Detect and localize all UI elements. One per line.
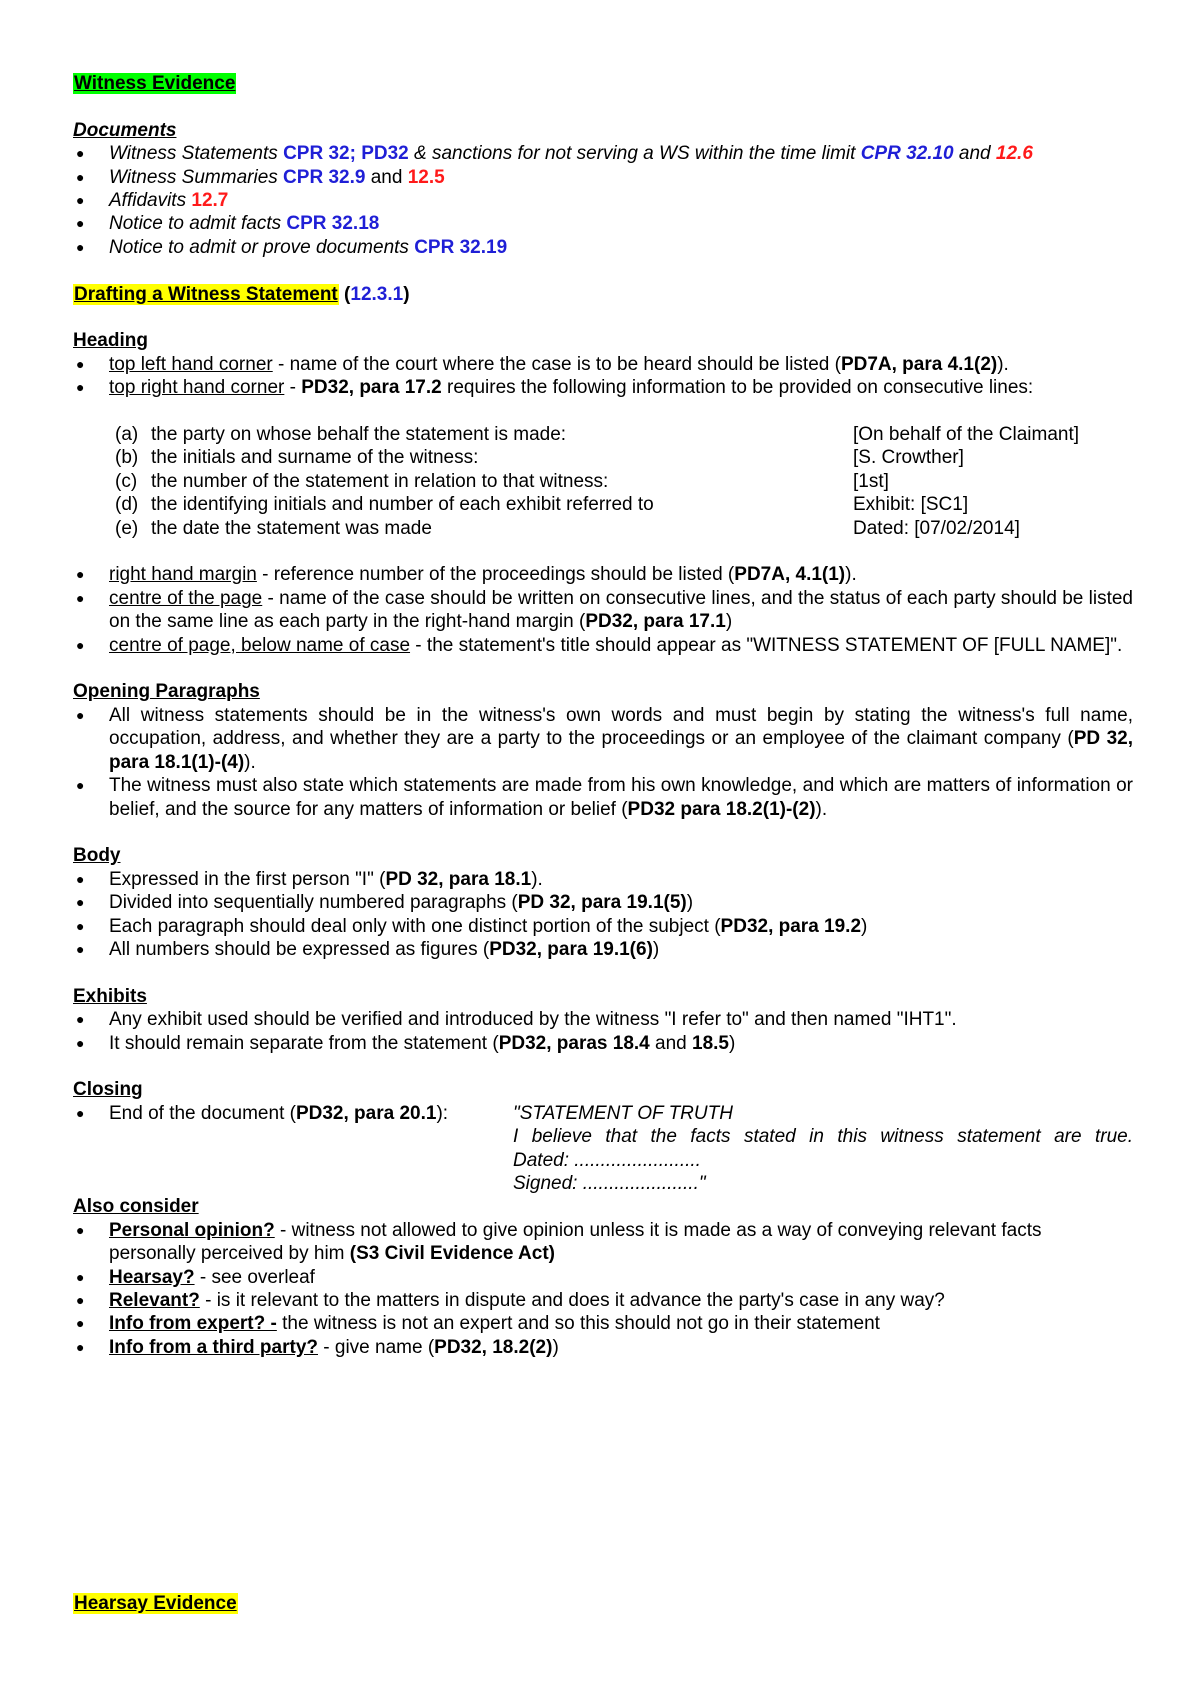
bullet-icon: ● (76, 238, 85, 255)
documents-heading: Documents (73, 119, 177, 141)
list-item: ● Notice to admit or prove documents CPR 32.19 (76, 236, 508, 258)
list-item: ● Info from a third party? - give name (PD32, 18.2(2)) (76, 1336, 559, 1358)
closing-heading: Closing (73, 1079, 143, 1101)
bullet-icon: ● (76, 1221, 85, 1238)
list-item: (e) the date the statement was made Dated: [07/02/2014] (115, 517, 1020, 539)
heading-subheading: Heading (73, 330, 148, 352)
list-item: ● End of the document (PD32, para 20.1): (76, 1102, 449, 1124)
list-item: ● Info from expert? - the witness is not an expert and so this should not go in their statement (76, 1313, 880, 1335)
bullet-icon: ● (76, 192, 85, 209)
heading-details-list (73, 423, 1133, 540)
list-item: ● top left hand corner - name of the court where the case is to be heard should be listed (PD7A, para 4.1(2)). (76, 353, 1009, 375)
bullet-icon: ● (76, 379, 85, 396)
bullet-icon: ● (76, 870, 85, 887)
list-item: ● Personal opinion? - witness not allowed to give opinion unless it is made as a way of conveying relevant facts personally perceived by him (S3 Civil Evidence Act) (76, 1219, 1042, 1265)
bullet-icon: ● (76, 706, 85, 723)
bullet-icon: ● (76, 168, 85, 185)
list-item: ● All numbers should be expressed as figures (PD32, para 19.1(6)) (76, 938, 660, 960)
list-item: ● Affidavits 12.7 (76, 190, 229, 212)
bullet-icon: ● (76, 1291, 85, 1308)
bullet-icon: ● (76, 940, 85, 957)
list-item: ● Relevant? - is it relevant to the matters in dispute and does it advance the party's case in any way? (76, 1289, 945, 1311)
bullet-icon: ● (76, 145, 85, 162)
heading-list (73, 353, 1133, 400)
list-item: (d) the identifying initials and number of each exhibit referred to Exhibit: [SC1] (115, 494, 969, 516)
list-item: ● Any exhibit used should be verified and introduced by the witness "I refer to" and then named "IHT1". (76, 1009, 957, 1031)
list-item: ● right hand margin - reference number of the proceedings should be listed (PD7A, 4.1(1)). (76, 564, 857, 586)
closing-left (73, 1102, 513, 1196)
page-title: Witness Evidence (74, 73, 236, 94)
bullet-icon: ● (76, 1338, 85, 1355)
bullet-icon: ● (76, 1011, 85, 1028)
exhibits-heading: Exhibits (73, 985, 147, 1007)
drafting-heading: Drafting a Witness Statement (12.3.1) (74, 283, 410, 305)
body-heading: Body (73, 845, 121, 867)
list-item: (b) the initials and surname of the witness: [S. Crowther] (115, 447, 964, 469)
list-item: ● top right hand corner - PD32, para 17.2 requires the following information to be provided on consecutive lines: (76, 377, 1034, 399)
list-item: ● Witness Statements CPR 32; PD32 & sanctions for not serving a WS within the time limit CPR 32.10 and 12.6 (76, 143, 1033, 165)
bullet-icon: ● (76, 1268, 85, 1285)
bullet-icon: ● (76, 917, 85, 934)
list-item: ● centre of the page - name of the case should be written on consecutive lines, and the status of each party should be listed on the same line as each party in the right-hand margin (PD32, para 17.1) (76, 587, 1133, 633)
bullet-icon: ● (76, 1034, 85, 1051)
closing-row (73, 1102, 1133, 1196)
exhibits-list (73, 1008, 1133, 1055)
opening-list (73, 704, 1133, 821)
body-list (73, 868, 1133, 962)
list-item: ● The witness must also state which statements are made from his own knowledge, and which are matters of information or belief, and the source for any matters of information or belief (PD32 para 18.2(1)-(2)). (76, 775, 1133, 820)
heading-list-2 (73, 563, 1133, 657)
opening-heading: Opening Paragraphs (73, 681, 260, 703)
list-item: ● Each paragraph should deal only with one distinct portion of the subject (PD32, para 19.2) (76, 915, 868, 937)
bullet-icon: ● (76, 636, 85, 653)
bullet-icon: ● (76, 215, 85, 232)
documents-list (73, 142, 1133, 259)
list-item: ● All witness statements should be in the witness's own words and must begin by stating the witness's full name, occupation, address, and whether they are a party to the proceedings or an employee of the claimant company (PD 32, para 18.1(1)-(4)). (76, 704, 1133, 773)
also-consider-heading: Also consider (73, 1196, 199, 1218)
bullet-icon: ● (76, 777, 85, 794)
list-item: (c) the number of the statement in relation to that witness: [1st] (115, 470, 889, 492)
also-consider-list (73, 1219, 1133, 1359)
bullet-icon: ● (76, 894, 85, 911)
document-body (73, 72, 1133, 1359)
list-item: ● centre of page, below name of case - the statement's title should appear as "WITNESS STATEMENT OF [FULL NAME]". (76, 634, 1123, 656)
list-item: ● Expressed in the first person "I" (PD 32, para 18.1). (76, 868, 543, 890)
list-item: ● Hearsay? - see overleaf (76, 1266, 315, 1288)
bullet-icon: ● (76, 566, 85, 583)
statement-of-truth: "STATEMENT OF TRUTH I believe that the facts stated in this witness statement are true. Dated: ........................ Signed: ......................" (513, 1102, 1133, 1194)
hearsay-heading: Hearsay Evidence (74, 1593, 237, 1614)
list-item: ● Witness Summaries CPR 32.9 and 12.5 (76, 166, 445, 188)
bullet-icon: ● (76, 589, 85, 606)
bullet-icon: ● (76, 1104, 85, 1121)
bullet-icon: ● (76, 355, 85, 372)
list-item: ● It should remain separate from the statement (PD32, paras 18.4 and 18.5) (76, 1032, 736, 1054)
list-item: (a) the party on whose behalf the statement is made: [On behalf of the Claimant] (115, 424, 1080, 446)
list-item: ● Divided into sequentially numbered paragraphs (PD 32, para 19.1(5)) (76, 892, 694, 914)
list-item: ● Notice to admit facts CPR 32.18 (76, 213, 380, 235)
bullet-icon: ● (76, 1315, 85, 1332)
